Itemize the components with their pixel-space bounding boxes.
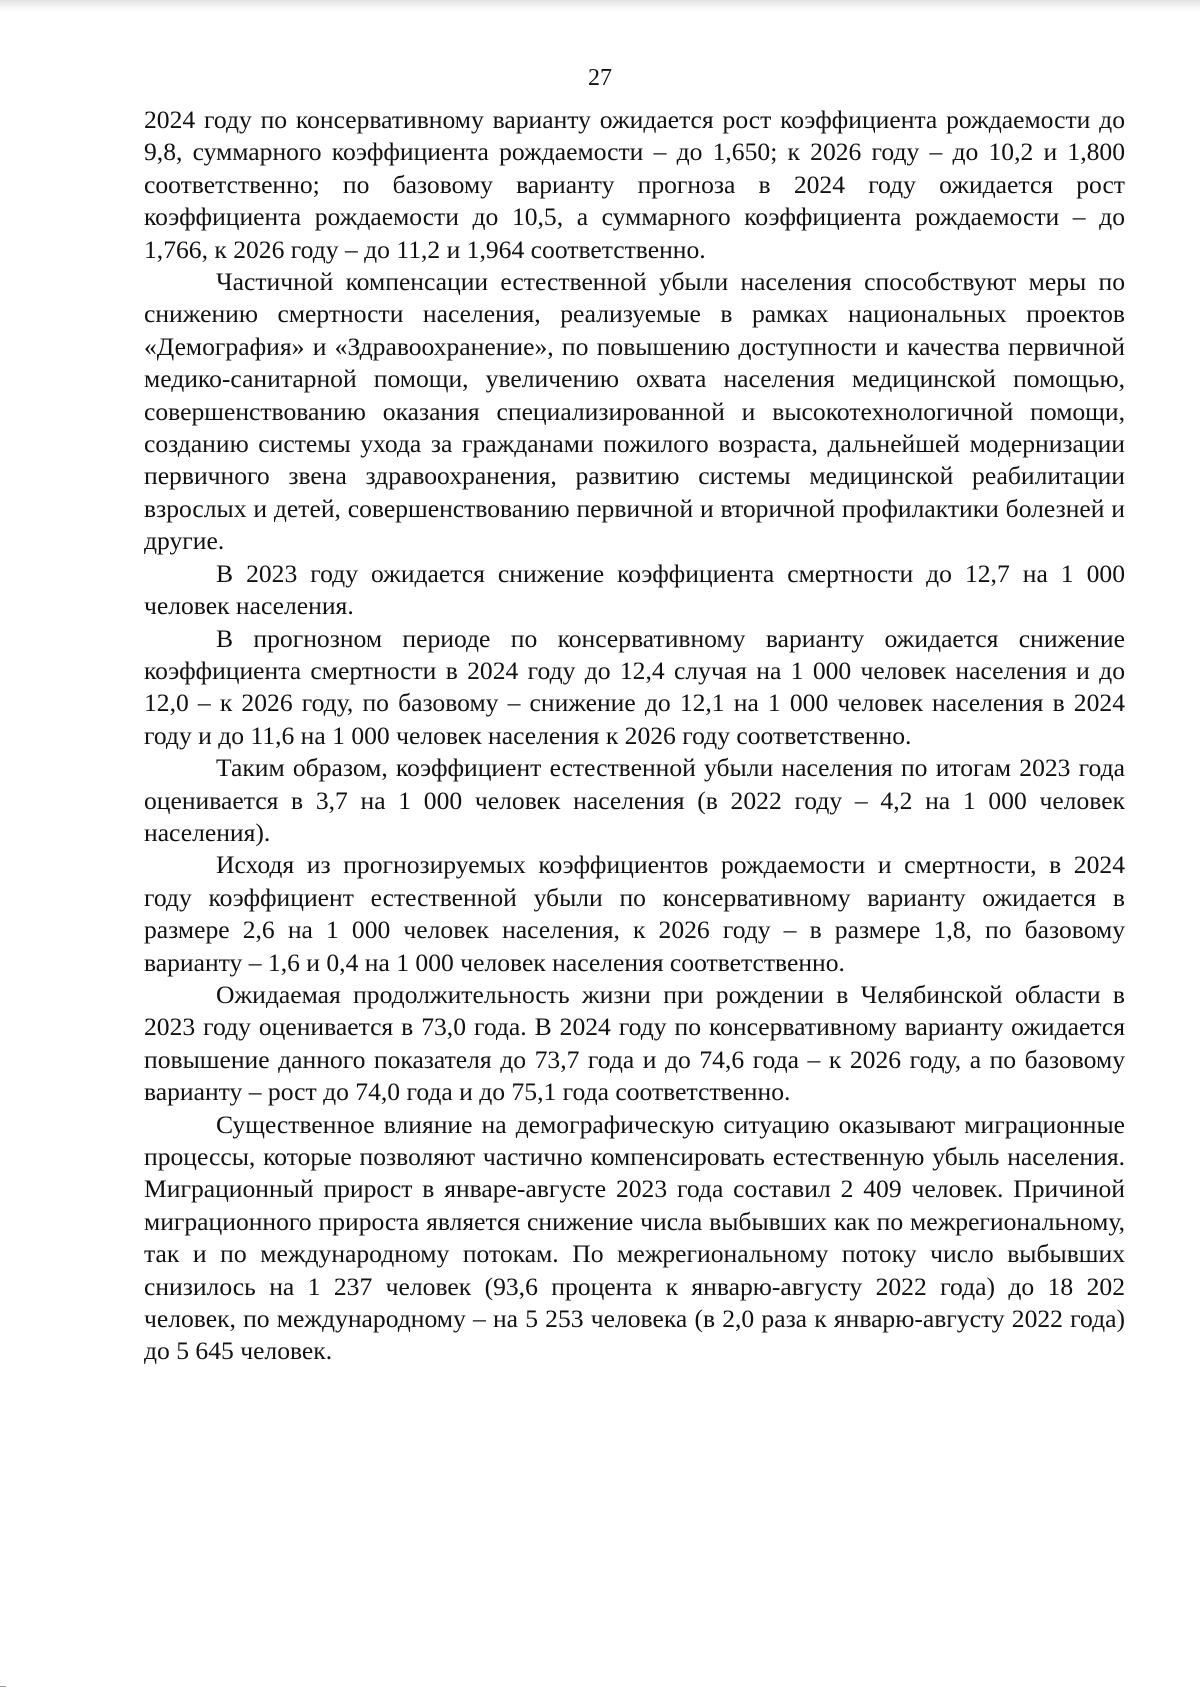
paragraph-life-expectancy: Ожидаемая продолжительность жизни при рождении в Челябинской области в 2023 году оценивается в 73,0 года. В 2024 году по консервативному варианту ожидается повышение данного показателя до 73,7 года и до 74,6 года – к 2026 году, а по базовому варианту – рост до 74,0 года и до 75,1 года соответственно. <box>144 979 1125 1107</box>
document-body <box>144 104 1125 1368</box>
paragraph-birth-rate-forecast: 2024 году по консервативному варианту ожидается рост коэффициента рождаемости до 9,8, суммарного коэффициента рождаемости – до 1,650; к 2026 году – до 10,2 и 1,800 соответственно; по базовому варианту прогноза в 2024 году ожидается рост коэффициента рождаемости до 10,5, а суммарного коэффициента рождаемости – до 1,766, к 2026 году – до 11,2 и 1,964 соответственно. <box>144 105 1125 264</box>
scan-mark <box>0 1686 6 1687</box>
paragraph-mortality-forecast: В прогнозном периоде по консервативному варианту ожидается снижение коэффициента смертности в 2024 году до 12,4 случая на 1 000 человек населения и до 12,0 – к 2026 году, по базовому – снижение до 12,1 на 1 000 человек населения в 2024 году и до 11,6 на 1 000 человек населения к 2026 году соответственно. <box>144 623 1125 750</box>
paragraph-natural-decline-forecast: Исходя из прогнозируемых коэффициентов рождаемости и смертности, в 2024 году коэффициент естественной убыли по консервативному варианту ожидается в размере 2,6 на 1 000 человек населения, к 2026 году – в размере 1,8, по базовому варианту – 1,6 и 0,4 на 1 000 человек населения соответственно. <box>144 850 1125 977</box>
paragraph-migration: Существенное влияние на демографическую ситуацию оказывают миграционные процессы, которые позволяют частично компенсировать естественную убыль населения. Миграционный прирост в январе-августе 2023 года составил 2 409 человек. Причиной миграционного прироста является снижение числа выбывших как по межрегиональному, так и по международному потокам. По межрегиональному потоку число выбывших снизилось на 1 237 человек (93,6 процента к январю-августу 2022 года) до 18 202 человек, по международному – на 5 253 человека (в 2,0 раза к январю-августу 2022 года) до 5 645 человек. <box>144 1109 1125 1366</box>
paragraph-natural-decline-2023: Таким образом, коэффициент естественной убыли населения по итогам 2023 года оценивается в 3,7 на 1 000 человек населения (в 2022 году – 4,2 на 1 000 человек населения). <box>144 753 1125 847</box>
page-number: 27 <box>588 65 612 91</box>
paragraph-mortality-measures: Частичной компенсации естественной убыли населения способствуют меры по снижению смертности населения, реализуемые в рамках национальных проектов «Демография» и «Здравоохранение», по повышению доступности и качества первичной медико-санитарной помощи, увеличению охвата населения медицинской помощью, совершенствованию оказания специализированной и высокотехнологичной помощи, созданию системы ухода за гражданами пожилого возраста, дальнейшей модернизации первичного звена здравоохранения, развитию системы медицинской реабилитации взрослых и детей, совершенствованию первичной и вторичной профилактики болезней и другие. <box>144 267 1125 556</box>
paragraph-mortality-2023: В 2023 году ожидается снижение коэффициента смертности до 12,7 на 1 000 человек населения. <box>144 558 1125 621</box>
